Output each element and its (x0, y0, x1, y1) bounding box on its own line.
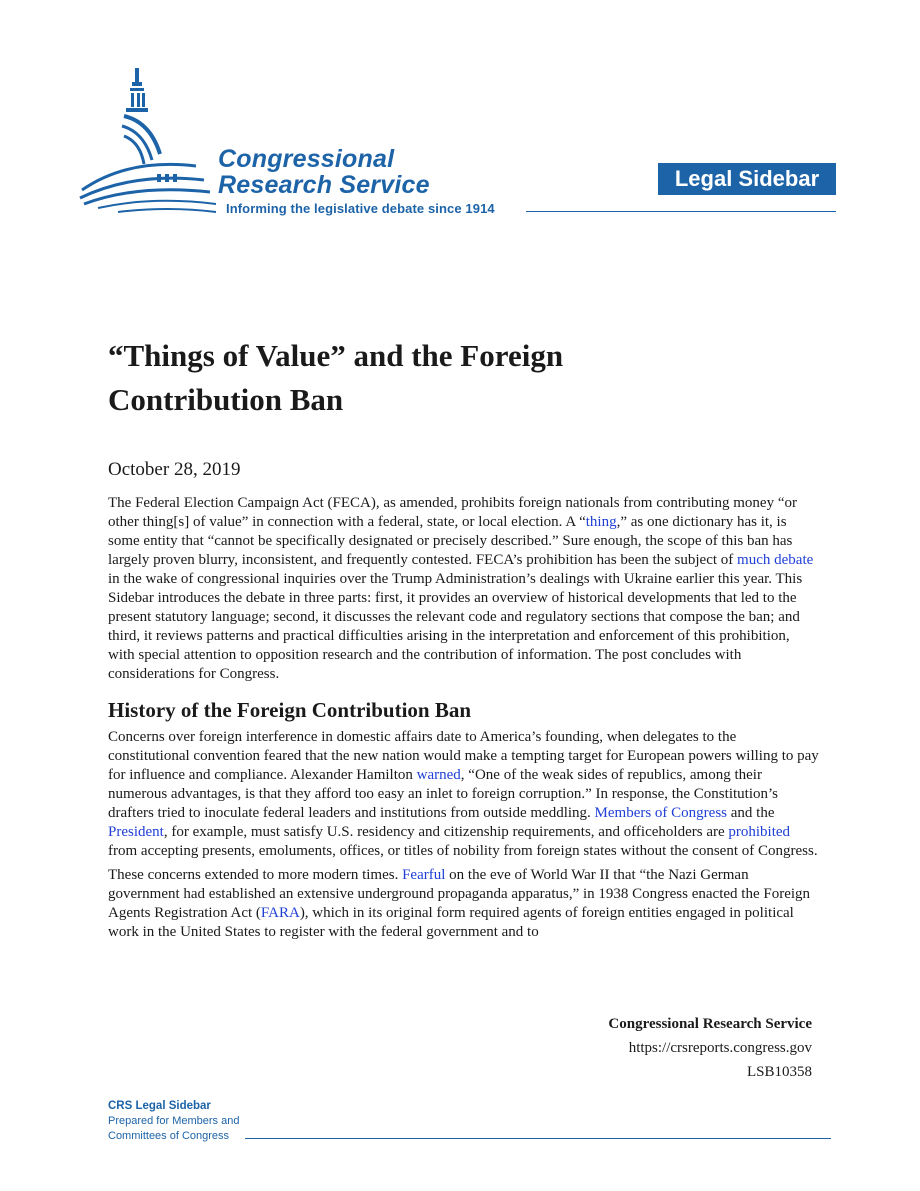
link-fearful[interactable]: Fearful (402, 867, 446, 883)
footer-url[interactable]: https://crsreports.congress.gov (628, 1040, 812, 1056)
link-president[interactable]: President (108, 824, 164, 840)
org-name-line1: Congressional (218, 145, 395, 173)
link-warned[interactable]: warned (416, 767, 461, 783)
link-thing[interactable]: thing (585, 514, 617, 530)
title-line-1: “Things of Value” and the Foreign (108, 338, 564, 373)
capitol-dome-icon (78, 62, 218, 214)
text-run: ,” as one dictionary has it, is some entity that “cannot be specifically designated or precisely described.” Sure enough, the scope of this ban has largely proven blurry, inconsistent, and frequently contested. FECA’s prohibition has been the subject of (108, 514, 793, 568)
text-run: These concerns extended to more modern times. (108, 867, 403, 883)
title-line-2: Contribution Ban (108, 382, 344, 417)
org-tagline: Informing the legislative debate since 1914 (226, 201, 495, 216)
org-name (218, 146, 430, 198)
footer-series-title: CRS Legal Sidebar (108, 1100, 211, 1112)
footer-series (108, 1099, 239, 1144)
article-body (108, 494, 820, 947)
footer-publisher (608, 1012, 812, 1084)
text-run: , for example, must satisfy U.S. residency and citizenship requirements, and officeholders are (163, 824, 729, 840)
text-run: on the eve of World War II that “the Nazi German government had established an extensive underground propaganda apparatus,” in 1938 Congress enacted the Foreign Agents Registration Act ( (108, 867, 811, 921)
text-run: ), which in its original form required agents of foreign entities engaged in political work in the United States to register with the federal government and to (108, 905, 794, 940)
header-divider (526, 211, 836, 212)
text-run: and the (727, 805, 775, 821)
legal-sidebar-badge: Legal Sidebar (658, 163, 836, 195)
page-title (108, 334, 808, 422)
footer-org: Congressional Research Service (608, 1016, 812, 1032)
link-much-debate[interactable]: much debate (737, 552, 814, 568)
text-run: from accepting presents, emoluments, offices, or titles of nobility from foreign states without the consent of Congress. (108, 843, 818, 859)
link-prohibited[interactable]: prohibited (728, 824, 791, 840)
paragraph-history-2 (108, 866, 820, 942)
footer-series-line2: Prepared for Members and (108, 1115, 240, 1127)
paragraph-history-1 (108, 728, 820, 861)
footer-series-line3: Committees of Congress (108, 1130, 230, 1142)
link-fara[interactable]: FARA (260, 905, 300, 921)
footer-report-id: LSB10358 (746, 1064, 812, 1080)
footer-divider (245, 1138, 831, 1139)
publication-date: October 28, 2019 (108, 459, 241, 480)
text-run: The Federal Election Campaign Act (FECA), as amended, prohibits foreign nationals from contributing money “or other thing[s] of value” in connection with a federal, state, or local election. A “ (108, 495, 797, 530)
org-name-line2: Research Service (218, 171, 430, 199)
section-heading-history: History of the Foreign Contribution Ban (108, 698, 472, 722)
text-run: in the wake of congressional inquiries over the Trump Administration’s dealings with Ukraine earlier this year. This Sidebar introduces the debate in three parts: first, it provides an overview of historical developments that led to the present statutory language; second, it discusses the relevant code and regulatory sections that compose the ban; and third, it reviews patterns and practical difficulties arising in the interpretation and enforcement of this prohibition, with special attention to opposition research and the contribution of information. The post concludes with considerations for Congress. (108, 571, 803, 682)
text-run: , “One of the weak sides of republics, among their numerous advantages, is that they afford too easy an inlet to foreign corruption.” In response, the Constitution’s drafters tried to inoculate federal leaders and institutions from outside meddling. (108, 767, 778, 821)
text-run: Concerns over foreign interference in domestic affairs date to America’s founding, when delegates to the constitutional convention feared that the new nation would make a tempting target for European powers willing to pay for influence and compliance. Alexander Hamilton (108, 729, 819, 783)
paragraph-intro (108, 494, 820, 684)
link-members-of-congress[interactable]: Members of Congress (594, 805, 728, 821)
